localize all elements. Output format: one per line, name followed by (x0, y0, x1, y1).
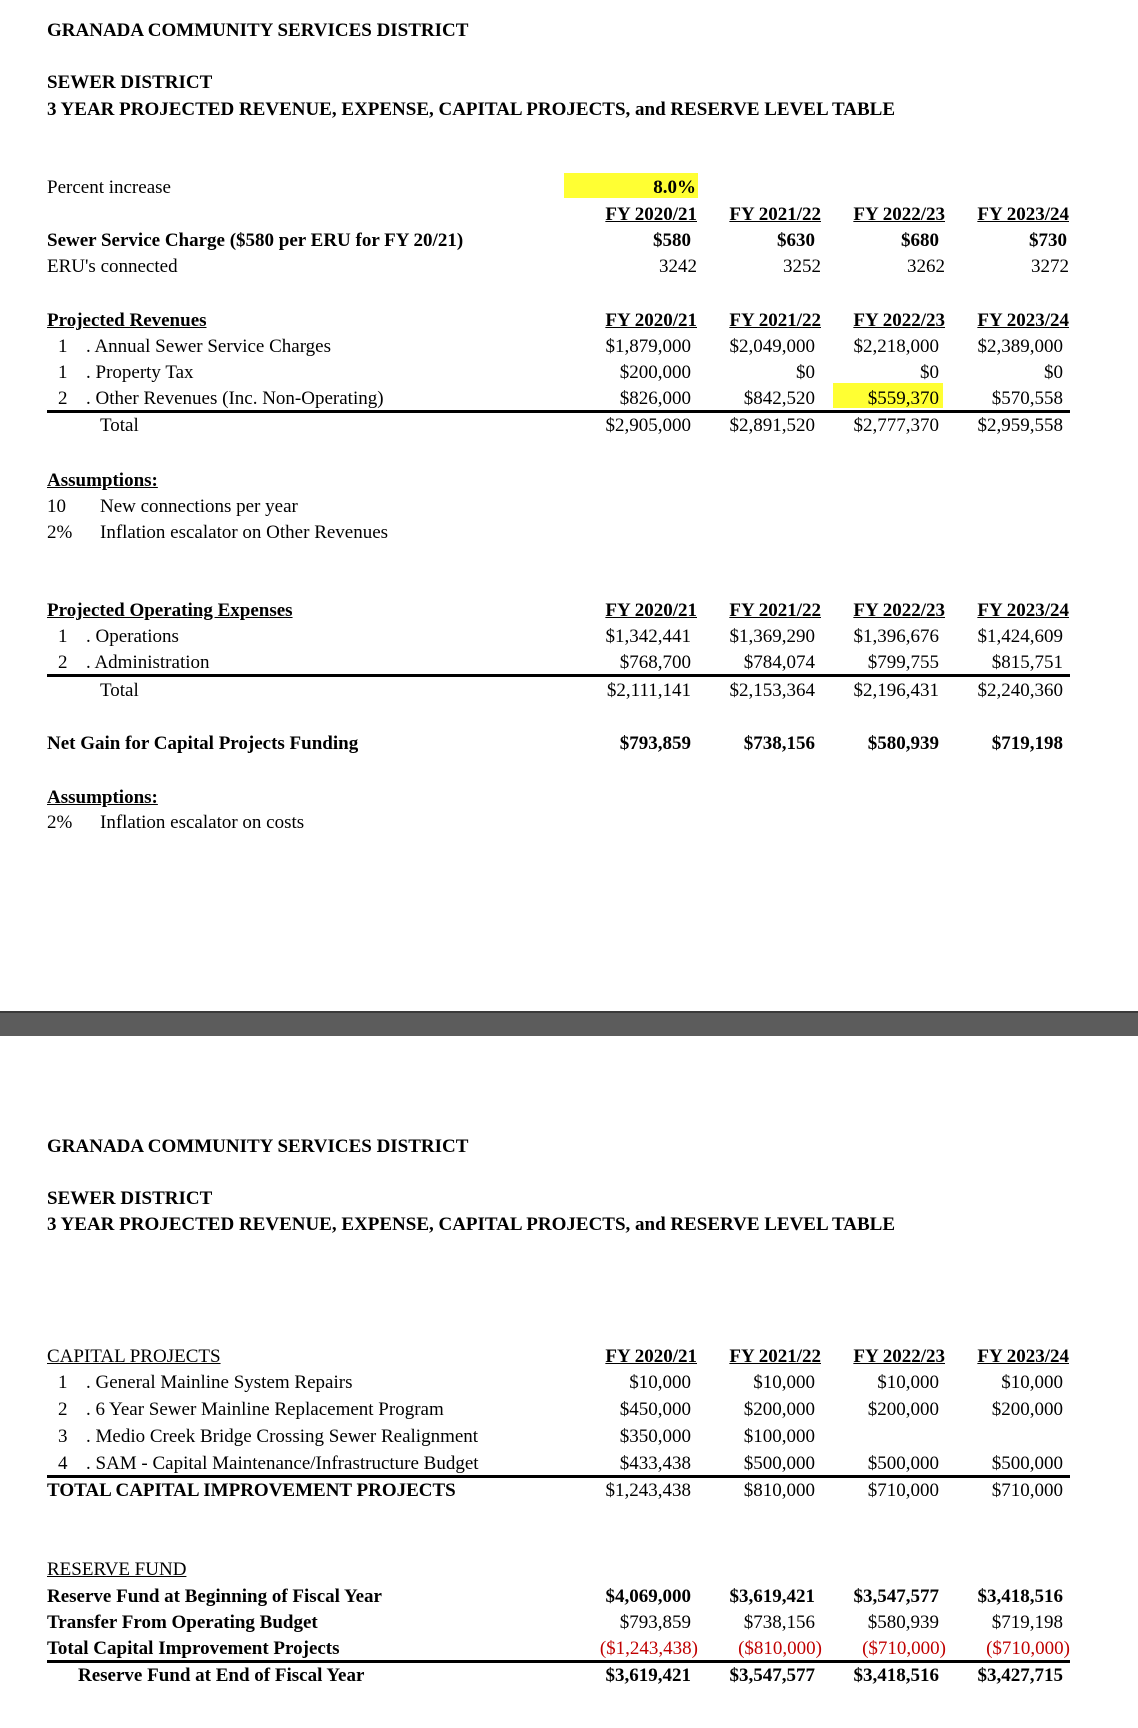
org-title: GRANADA COMMUNITY SERVICES DISTRICT (47, 20, 469, 41)
year-header: FY 2022/23 (853, 1346, 945, 1367)
table-title: 3 YEAR PROJECTED REVENUE, EXPENSE, CAPITAL PROJECTS, and RESERVE LEVEL TABLE (47, 99, 896, 120)
revenue-total: $2,905,000 (605, 415, 691, 436)
assumptions-heading: Assumptions: (47, 470, 158, 491)
net-gain-value: $580,939 (867, 733, 939, 754)
revenue-value: $0 (920, 362, 939, 383)
capital-value: $10,000 (877, 1372, 939, 1393)
expense-total-label: Total (100, 680, 139, 701)
revenue-value: $0 (1044, 362, 1063, 383)
transfer-value: $580,939 (867, 1612, 939, 1633)
eru-label: ERU's connected (47, 256, 178, 277)
reserve-end: $3,547,577 (729, 1665, 815, 1686)
expense-label: . Administration (86, 652, 210, 673)
capital-deduction-value: ($710,000) (862, 1638, 946, 1659)
capital-total: $710,000 (991, 1480, 1063, 1501)
capital-value: $200,000 (743, 1399, 815, 1420)
capital-deduction-value: ($710,000) (986, 1638, 1070, 1659)
year-header: FY 2022/23 (853, 204, 945, 225)
assumption-text: Inflation escalator on costs (100, 812, 305, 833)
reserve-beginning: $4,069,000 (605, 1586, 691, 1607)
expense-value: $784,074 (743, 652, 815, 673)
service-charge-value: $680 (901, 230, 939, 251)
capital-total: $810,000 (743, 1480, 815, 1501)
net-gain-label: Net Gain for Capital Projects Funding (47, 733, 359, 754)
capital-value: $10,000 (629, 1372, 691, 1393)
expense-value: $1,424,609 (977, 626, 1063, 647)
capital-deduction-label: Total Capital Improvement Projects (47, 1638, 340, 1659)
reserve-beginning-label: Reserve Fund at Beginning of Fiscal Year (47, 1586, 382, 1607)
year-header: FY 2021/22 (729, 204, 821, 225)
row-number: 3 (58, 1426, 68, 1447)
capital-value: $200,000 (867, 1399, 939, 1420)
expenses-heading: Projected Operating Expenses (47, 600, 293, 621)
capital-value: $500,000 (991, 1453, 1063, 1474)
eru-value: 3272 (1031, 256, 1069, 277)
reserve-heading: RESERVE FUND (47, 1559, 187, 1580)
eru-value: 3262 (907, 256, 945, 277)
capital-value: $500,000 (867, 1453, 939, 1474)
total-rule (47, 1475, 1070, 1478)
transfer-value: $793,859 (619, 1612, 691, 1633)
net-gain-value: $738,156 (743, 733, 815, 754)
revenue-value: $559,370 (867, 388, 939, 409)
org-title: GRANADA COMMUNITY SERVICES DISTRICT (47, 1136, 469, 1157)
revenue-total: $2,959,558 (977, 415, 1063, 436)
percent-increase-label: Percent increase (47, 177, 171, 198)
revenue-value: $2,049,000 (729, 336, 815, 357)
revenue-label: . Annual Sewer Service Charges (86, 336, 332, 357)
expense-total: $2,240,360 (977, 680, 1063, 701)
year-header: FY 2023/24 (977, 1346, 1069, 1367)
transfer-value: $738,156 (743, 1612, 815, 1633)
percent-increase-value: 8.0% (564, 173, 698, 198)
assumption-text: New connections per year (100, 496, 298, 517)
capital-project-label: . Medio Creek Bridge Crossing Sewer Realignment (86, 1426, 479, 1447)
assumption-value: 2% (47, 522, 73, 543)
capital-value: $433,438 (619, 1453, 691, 1474)
expense-value: $1,396,676 (853, 626, 939, 647)
revenue-total: $2,777,370 (853, 415, 939, 436)
revenue-total-label: Total (100, 415, 139, 436)
capital-deduction-value: ($810,000) (738, 1638, 822, 1659)
expense-total: $2,153,364 (729, 680, 815, 701)
capital-total: $710,000 (867, 1480, 939, 1501)
row-number: 2 (58, 1399, 68, 1420)
revenue-total: $2,891,520 (729, 415, 815, 436)
total-rule (47, 674, 1070, 677)
expense-total: $2,196,431 (853, 680, 939, 701)
table-title: 3 YEAR PROJECTED REVENUE, EXPENSE, CAPITAL PROJECTS, and RESERVE LEVEL TABLE (47, 1214, 896, 1235)
year-header: FY 2021/22 (729, 600, 821, 621)
revenue-value: $2,389,000 (977, 336, 1063, 357)
year-header: FY 2023/24 (977, 204, 1069, 225)
year-header: FY 2023/24 (977, 310, 1069, 331)
revenue-value: $2,218,000 (853, 336, 939, 357)
transfer-label: Transfer From Operating Budget (47, 1612, 318, 1633)
total-rule (47, 410, 1070, 413)
year-header: FY 2020/21 (605, 1346, 697, 1367)
year-header: FY 2022/23 (853, 600, 945, 621)
row-number: 1 (58, 336, 68, 357)
year-header: FY 2020/21 (605, 600, 697, 621)
capital-project-label: . General Mainline System Repairs (86, 1372, 353, 1393)
eru-value: 3242 (659, 256, 697, 277)
capital-project-label: . 6 Year Sewer Mainline Replacement Program (86, 1399, 444, 1420)
reserve-beginning: $3,418,516 (977, 1586, 1063, 1607)
capital-project-label: . SAM - Capital Maintenance/Infrastructure Budget (86, 1453, 479, 1474)
row-number: 2 (58, 388, 68, 409)
total-rule (47, 1660, 1070, 1663)
eru-value: 3252 (783, 256, 821, 277)
expense-label: . Operations (86, 626, 179, 647)
capital-value: $100,000 (743, 1426, 815, 1447)
revenues-heading: Projected Revenues (47, 310, 207, 331)
service-charge-value: $630 (777, 230, 815, 251)
reserve-end-label: Reserve Fund at End of Fiscal Year (78, 1665, 365, 1686)
assumption-text: Inflation escalator on Other Revenues (100, 522, 389, 543)
transfer-value: $719,198 (991, 1612, 1063, 1633)
page-separator (0, 1011, 1138, 1036)
capital-total-label: TOTAL CAPITAL IMPROVEMENT PROJECTS (47, 1480, 456, 1501)
year-header: FY 2023/24 (977, 600, 1069, 621)
reserve-end: $3,418,516 (853, 1665, 939, 1686)
capital-value: $10,000 (1001, 1372, 1063, 1393)
expense-value: $1,369,290 (729, 626, 815, 647)
capital-value: $200,000 (991, 1399, 1063, 1420)
capital-heading: CAPITAL PROJECTS (47, 1346, 221, 1367)
row-number: 4 (58, 1453, 68, 1474)
net-gain-value: $793,859 (619, 733, 691, 754)
service-charge-label: Sewer Service Charge ($580 per ERU for FY 20/21) (47, 230, 464, 251)
expense-value: $799,755 (867, 652, 939, 673)
assumption-value: 2% (47, 812, 73, 833)
capital-deduction-value: ($1,243,438) (599, 1638, 698, 1659)
revenue-value: $570,558 (991, 388, 1063, 409)
capital-total: $1,243,438 (605, 1480, 691, 1501)
row-number: 1 (58, 362, 68, 383)
service-charge-value: $730 (1029, 230, 1067, 251)
expense-value: $1,342,441 (605, 626, 691, 647)
revenue-value: $826,000 (619, 388, 691, 409)
capital-value: $350,000 (619, 1426, 691, 1447)
year-header: FY 2020/21 (605, 204, 697, 225)
year-header: FY 2020/21 (605, 310, 697, 331)
reserve-end: $3,619,421 (605, 1665, 691, 1686)
row-number: 1 (58, 1372, 68, 1393)
assumptions-heading: Assumptions: (47, 787, 158, 808)
capital-value: $450,000 (619, 1399, 691, 1420)
revenue-value: $200,000 (619, 362, 691, 383)
row-number: 2 (58, 652, 68, 673)
district-title: SEWER DISTRICT (47, 1188, 213, 1209)
revenue-value: $842,520 (743, 388, 815, 409)
row-number: 1 (58, 626, 68, 647)
expense-total: $2,111,141 (606, 680, 691, 701)
year-header: FY 2021/22 (729, 310, 821, 331)
capital-value: $500,000 (743, 1453, 815, 1474)
assumption-value: 10 (47, 496, 66, 517)
reserve-beginning: $3,619,421 (729, 1586, 815, 1607)
expense-value: $768,700 (619, 652, 691, 673)
revenue-label: . Property Tax (86, 362, 194, 383)
district-title: SEWER DISTRICT (47, 72, 213, 93)
reserve-end: $3,427,715 (977, 1665, 1063, 1686)
revenue-value: $1,879,000 (605, 336, 691, 357)
revenue-value: $0 (796, 362, 815, 383)
year-header: FY 2021/22 (729, 1346, 821, 1367)
expense-value: $815,751 (991, 652, 1063, 673)
net-gain-value: $719,198 (991, 733, 1063, 754)
revenue-label: . Other Revenues (Inc. Non-Operating) (86, 388, 384, 409)
capital-value: $10,000 (753, 1372, 815, 1393)
reserve-beginning: $3,547,577 (853, 1586, 939, 1607)
year-header: FY 2022/23 (853, 310, 945, 331)
service-charge-value: $580 (653, 230, 691, 251)
